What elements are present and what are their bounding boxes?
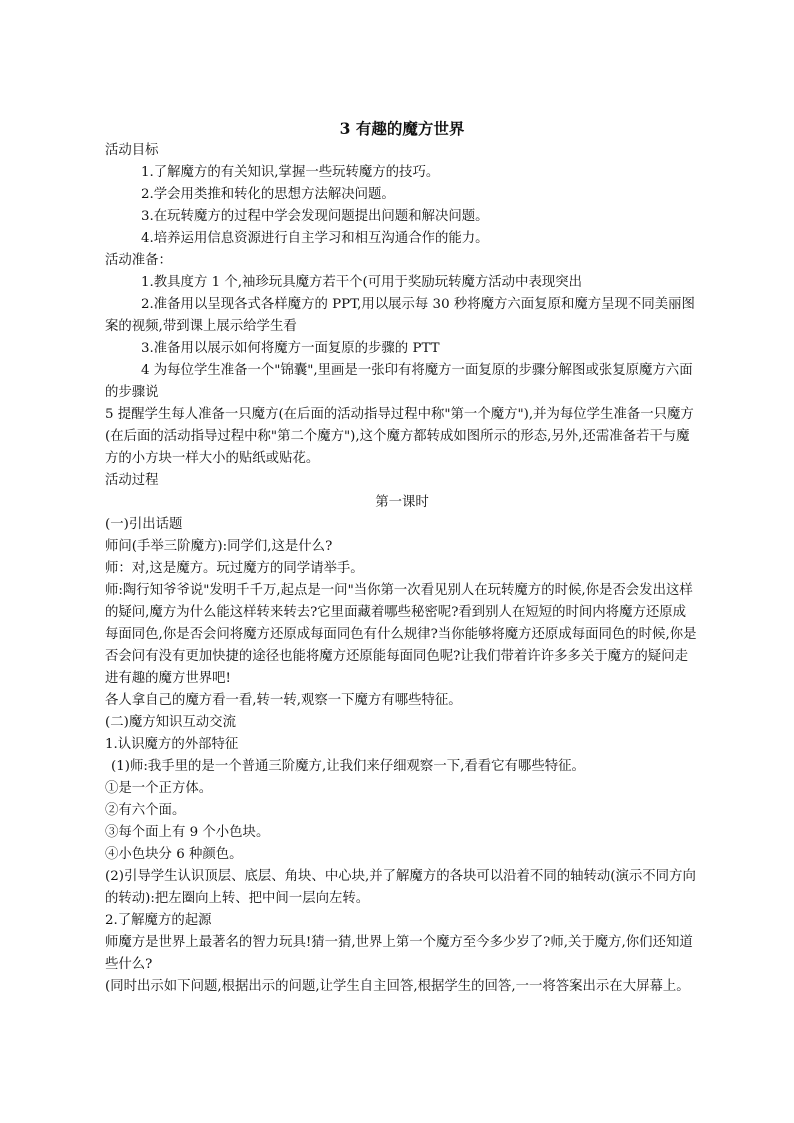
- paragraph: (1)师:我手里的是一个普通三阶魔方,让我们来仔细观察一下,看看它有哪些特征。: [111, 759, 585, 774]
- prep-item: 2.准备用以呈现各式各样魔方的 PPT,用以展示每 30 秒将魔方六面复原和魔方呈现不同美丽图案的视频,带到课上展示给学生看: [105, 297, 695, 334]
- paragraph: (同时出示如下问题,根据出示的问题,让学生自主回答,根据学生的回答,一一将答案出示在大屏幕上。: [105, 979, 690, 994]
- page-title: 3 有趣的魔方世界: [339, 119, 465, 138]
- section-heading: (一)引出话题: [105, 517, 183, 532]
- goals-heading: 活动目标: [105, 143, 159, 158]
- paragraph: 师：对,这是魔方。玩过魔方的同学请举手。: [105, 561, 364, 576]
- subsection-heading: 2.了解魔方的起源: [105, 913, 212, 928]
- section-heading: (二)魔方知识互动交流: [105, 715, 236, 730]
- prep-item: 1.教具度方 1 个,袖珍玩具魔方若干个(可用于奖励玩转魔方活动中表现突出: [141, 275, 583, 290]
- list-item: ②有六个面。: [105, 803, 186, 818]
- paragraph: 师魔方是世界上最著名的智力玩具!猜一猜,世界上第一个魔方至今多少岁了?师,关于魔方,你们还知道些什么?: [105, 935, 693, 972]
- goal-item: 1.了解魔方的有关知识,掌握一些玩转魔方的技巧。: [141, 165, 440, 180]
- list-item: ①是一个正方体。: [105, 781, 213, 796]
- prep-heading: 活动准备：: [105, 253, 172, 268]
- list-item: ④小色块分 6 种颜色。: [105, 847, 243, 862]
- process-heading: 活动过程: [105, 473, 159, 488]
- prep-item: 5 提醒学生每人准备一只魔方(在后面的活动指导过程中称"第一个魔方"),并为每位学生准备一只魔方(在后面的活动指导过程中称"第二个魔方"),这个魔方都转成如图所示的形态,另外,还需准备若干与魔方的小方块一样大小的贴纸或贴花。: [105, 407, 694, 466]
- document-page: [105, 118, 699, 998]
- subsection-heading: 1.认识魔方的外部特征: [105, 737, 239, 752]
- prep-item: 3.准备用以展示如何将魔方一面复原的步骤的 PTT: [141, 341, 440, 356]
- goal-item: 2.学会用类推和转化的思想方法解决问题。: [141, 187, 395, 202]
- goal-item: 3.在玩转魔方的过程中学会发现问题提出问题和解决问题。: [141, 209, 489, 224]
- paragraph: 各人拿自己的魔方看一看,转一转,观察一下魔方有哪些特征。: [105, 693, 462, 708]
- prep-item: 4 为每位学生准备一个"锦囊",里画是一张印有将魔方一面复原的步骤分解图或张复原魔方六面的步骤说: [105, 363, 693, 400]
- paragraph: 师:陶行知爷爷说"发明千千万,起点是一问"当你第一次看见别人在玩转魔方的时候,你是否会发出这样的疑问,魔方为什么能这样转来转去?它里面藏着哪些秘密呢?看到别人在短短的时间内将魔方还原成每面同色,你是否会问将魔方还原成每面同色有什么规律?当你能够将魔方还原成每面同色的时候,你是否会问有没有更加快捷的途径也能将魔方还原能每面同色呢?让我们带着许许多多关于魔方的疑问走进有趣的魔方世界吧!: [105, 583, 697, 686]
- list-item: ③每个面上有 9 个小色块。: [105, 825, 270, 840]
- goal-item: 4.培养运用信息资源进行自主学习和相互沟通合作的能力。: [141, 231, 489, 246]
- lesson-heading: 第一课时: [375, 495, 429, 510]
- paragraph: (2)引导学生认识顶层、底层、角块、中心块,并了解魔方的各块可以沿着不同的轴转动(演示不同方向的转动):把左圈向上转、把中间一层向左转。: [105, 869, 696, 906]
- paragraph: 师问(手举三阶魔方):同学们,这是什么?: [105, 539, 333, 554]
